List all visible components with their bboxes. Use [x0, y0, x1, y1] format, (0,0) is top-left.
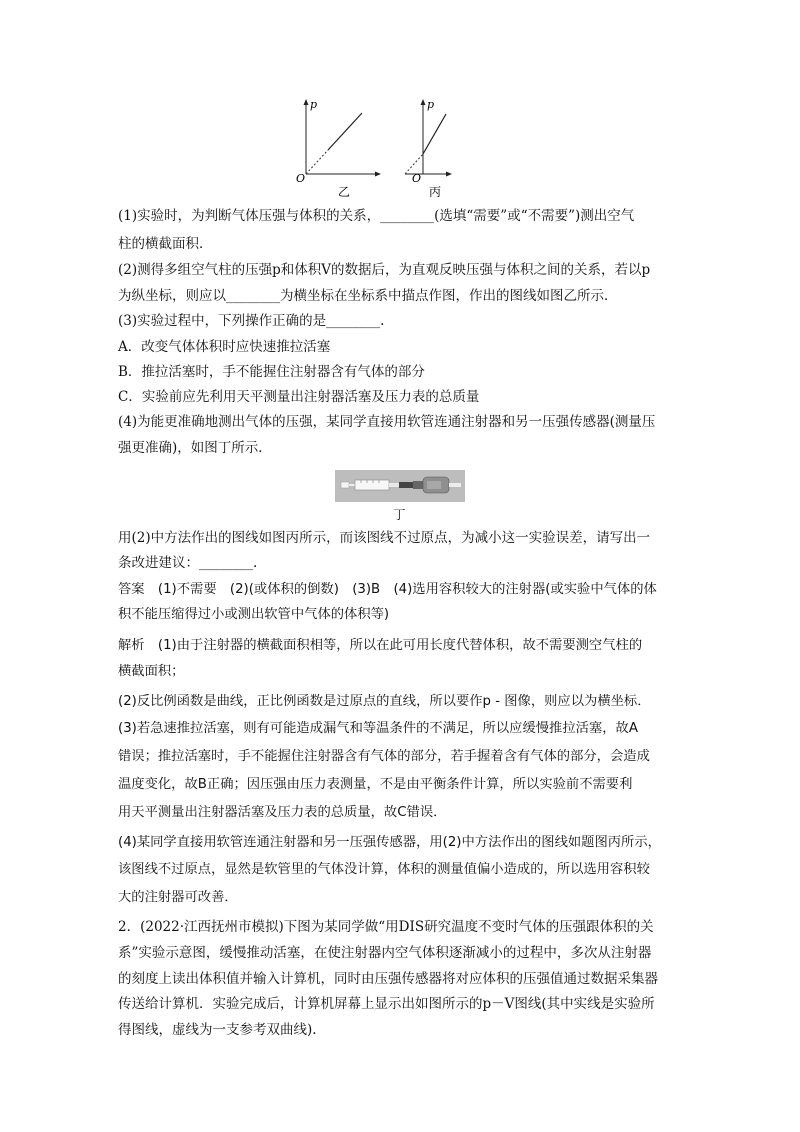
q1-line-2: 柱的横截面积．: [118, 236, 213, 252]
photo-caption: 丁: [393, 507, 406, 522]
problem2-line-5: 得图线，虚线为一支参考双曲线).: [118, 1022, 317, 1038]
problem2-line-3: 的刻度上读出体积值并输入计算机，同时由压强传感器将对应体积的压强值通过数据采集器: [118, 971, 658, 987]
analysis-line-4: (3)若急速推拉活塞，则有可能造成漏气和等温条件的不满足，所以应缓慢推拉活塞，故A: [118, 721, 638, 736]
problem2-line-2: 系”实验示意图，缓慢推动活塞，在使注射器内空气体积逐渐减小的过程中，多次从注射器: [118, 945, 652, 961]
graph-yi-y-label: p: [310, 98, 318, 111]
graph-bing: [405, 98, 452, 199]
graphs-yi-bing: [292, 96, 452, 200]
graph-yi-caption: 乙: [338, 185, 351, 199]
graph-yi: [296, 98, 381, 199]
analysis-line-2: 横截面积；: [118, 664, 185, 679]
option-b: B．推拉活塞时，手不能握住注射器含有气体的部分: [118, 364, 425, 380]
q4-line-4: 条改进建议：________.: [118, 555, 258, 571]
analysis-line-7: 用天平测量出注射器活塞及压力表的总质量，故C错误．: [118, 805, 447, 820]
answer-line-2: 积不能压缩得过小或测出软管中气体的体积等): [118, 607, 390, 622]
q2-line-2: 为纵坐标，则应以________为横坐标在坐标系中描点作图，作出的图线如图乙所示．: [118, 288, 618, 304]
answer-line-1: 答案 (1)不需要 (2)(或体积的倒数) (3)B (4)选用容积较大的注射器(或实验中气体的体: [118, 582, 657, 597]
graph-bing-caption: 丙: [429, 185, 442, 199]
analysis-line-9: 该图线不过原点，显然是软管里的气体没计算，体积的测量值偏小造成的，所以选用容积较: [118, 862, 650, 877]
problem2-line-1: 2．(2022·江西抚州市模拟)下图为某同学做“用DIS研究温度不变时气体的压强跟体积的关: [118, 919, 654, 935]
q4-line-2: 强更准确)，如图丁所示．: [118, 440, 272, 456]
graph-bing-origin: O: [412, 172, 422, 185]
option-c: C．实验前应先利用天平测量出注射器活塞及压力表的总质量: [118, 389, 480, 405]
syringe-photo: [335, 470, 465, 502]
option-a: A．改变气体体积时应快速推拉活塞: [118, 339, 331, 355]
analysis-line-3: (2)反比例函数是曲线，正比例函数是过原点的直线，所以要作p - 图像，则应以为横坐标．: [118, 694, 651, 709]
graph-bing-y-label: p: [427, 98, 435, 111]
analysis-line-8: (4)某同学直接用软管连通注射器和另一压强传感器，用(2)中方法作出的图线如题图丙所示，: [118, 835, 661, 850]
analysis-line-1: 解析 (1)由于注射器的横截面积相等，所以在此可用长度代替体积，故不需要测空气柱的: [118, 638, 643, 653]
q3-stem: (3)实验过程中，下列操作正确的是________.: [118, 313, 385, 329]
analysis-line-5: 错误；推拉活塞时，手不能握住注射器含有气体的部分，若手握着含有气体的部分，会造成: [118, 749, 650, 764]
q1-line-1: (1)实验时，为判断气体压强与体积的关系，________(选填“需要”或“不需要”)测出空气: [118, 208, 635, 224]
q4-line-3: 用(2)中方法作出的图线如图丙所示，而该图线不过原点，为减小这一实验误差，请写出一: [118, 530, 651, 546]
problem2-line-4: 传送给计算机．实验完成后，计算机屏幕上显示出如图所示的p－V图线(其中实线是实验所: [118, 996, 655, 1012]
q4-line-1: (4)为能更准确地测出气体的压强，某同学直接用软管连通注射器和另一压强传感器(测量压: [118, 414, 656, 430]
q2-line-1: (2)测得多组空气柱的压强p和体积V的数据后，为直观反映压强与体积之间的关系，若以p: [118, 262, 651, 278]
analysis-line-6: 温度变化，故B正确；因压强由压力表测量，不是由平衡条件计算，所以实验前不需要利: [118, 777, 633, 792]
analysis-line-10: 大的注射器可改善．: [118, 890, 238, 905]
graph-yi-origin: O: [296, 172, 306, 185]
